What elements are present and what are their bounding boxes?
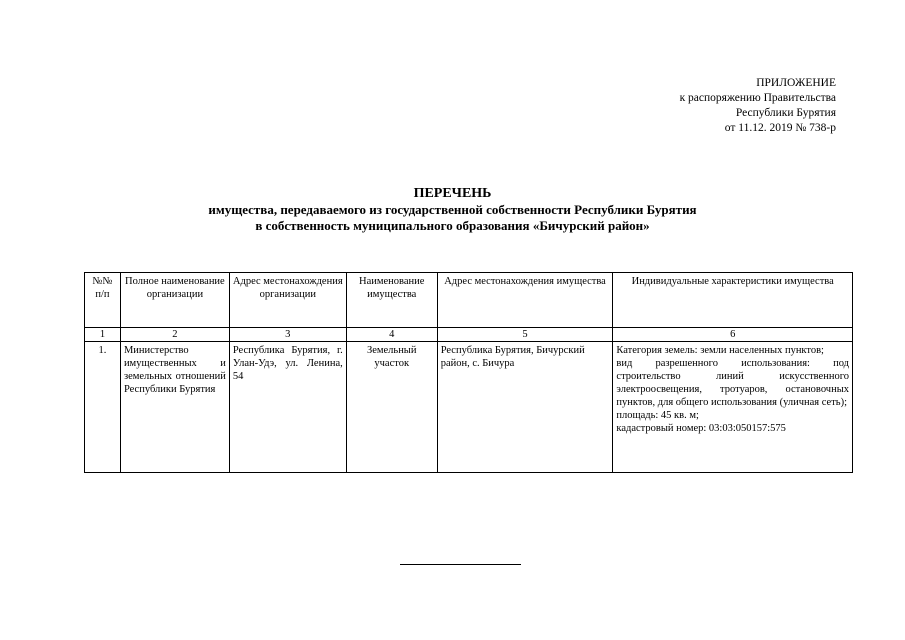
row-characteristics [613,342,853,473]
column-number: 4 [346,328,437,342]
land-area: площадь: 45 кв. м; [616,410,699,421]
end-divider [400,564,521,565]
property-table [84,272,853,473]
row-property: Земельный участок [346,342,437,473]
header-org-address: Адрес местонахождения организации [229,273,346,328]
document-title [0,186,905,234]
row-organization: Министерство имущественных и земельных отношений Республики Бурятия [120,342,229,473]
table-row [85,342,853,473]
column-number: 2 [120,328,229,342]
header-number: №№ п/п [85,273,121,328]
table-header-row [85,273,853,328]
row-org-address: Республика Бурятия, г. Улан-Удэ, ул. Ленина, 54 [229,342,346,473]
appendix-decree: к распоряжению Правительства [679,92,836,104]
land-category: Категория земель: земли населенных пунктов; [616,345,824,356]
appendix-date-number: от 11.12. 2019 № 738-р [724,122,836,134]
title-heading: ПЕРЕЧЕНЬ [413,186,492,201]
title-subheading: имущества, передаваемого из государственной собственности Республики Бурятия [208,202,697,217]
appendix-republic: Республики Бурятия [735,107,836,119]
column-number: 6 [613,328,853,342]
header-organization: Полное наименование организации [120,273,229,328]
column-number: 3 [229,328,346,342]
column-number: 5 [437,328,613,342]
header-property: Наименование имущества [346,273,437,328]
row-number: 1. [85,342,121,473]
permitted-use: вид разрешенного использования: под строительство линий искусственного электроосвещения, тротуаров, остановочных пунктов, для общего использования (уличная сеть); [616,358,849,408]
header-property-address: Адрес местонахождения имущества [437,273,613,328]
title-subheading-2: в собственность муниципального образования «Бичурский район» [255,218,650,233]
header-characteristics: Индивидуальные характеристики имущества [613,273,853,328]
cadastral-number: кадастровый номер: 03:03:050157:575 [616,423,786,434]
row-property-address: Республика Бурятия, Бичурский район, с. Бичура [437,342,613,473]
appendix-block [680,76,836,136]
column-number: 1 [85,328,121,342]
column-number-row [85,328,853,342]
appendix-heading: ПРИЛОЖЕНИЕ [756,77,836,89]
